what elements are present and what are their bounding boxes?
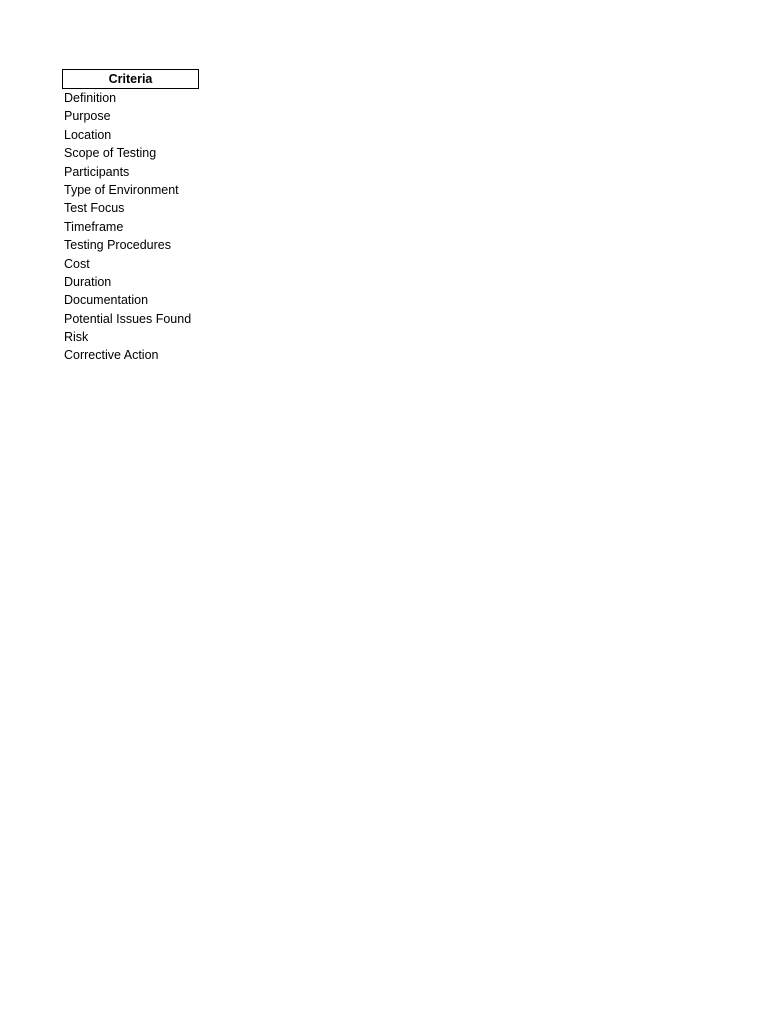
criteria-row: Potential Issues Found — [64, 311, 192, 326]
criteria-list — [62, 89, 199, 365]
criteria-row: Documentation — [64, 293, 149, 308]
criteria-row: Corrective Action — [64, 348, 159, 363]
criteria-row: Cost — [64, 256, 90, 271]
criteria-row: Scope of Testing — [64, 146, 157, 161]
criteria-row: Testing Procedures — [64, 238, 172, 253]
criteria-row: Duration — [64, 274, 112, 289]
criteria-row: Type of Environment — [64, 182, 179, 197]
criteria-row: Timeframe — [64, 219, 124, 234]
criteria-table — [62, 69, 199, 365]
criteria-row: Test Focus — [64, 201, 125, 216]
criteria-row: Location — [64, 127, 112, 142]
criteria-row: Risk — [64, 330, 89, 345]
criteria-row: Purpose — [64, 109, 111, 124]
criteria-row: Participants — [64, 164, 130, 179]
criteria-header-cell: Criteria — [62, 69, 199, 89]
criteria-row: Definition — [64, 91, 117, 105]
